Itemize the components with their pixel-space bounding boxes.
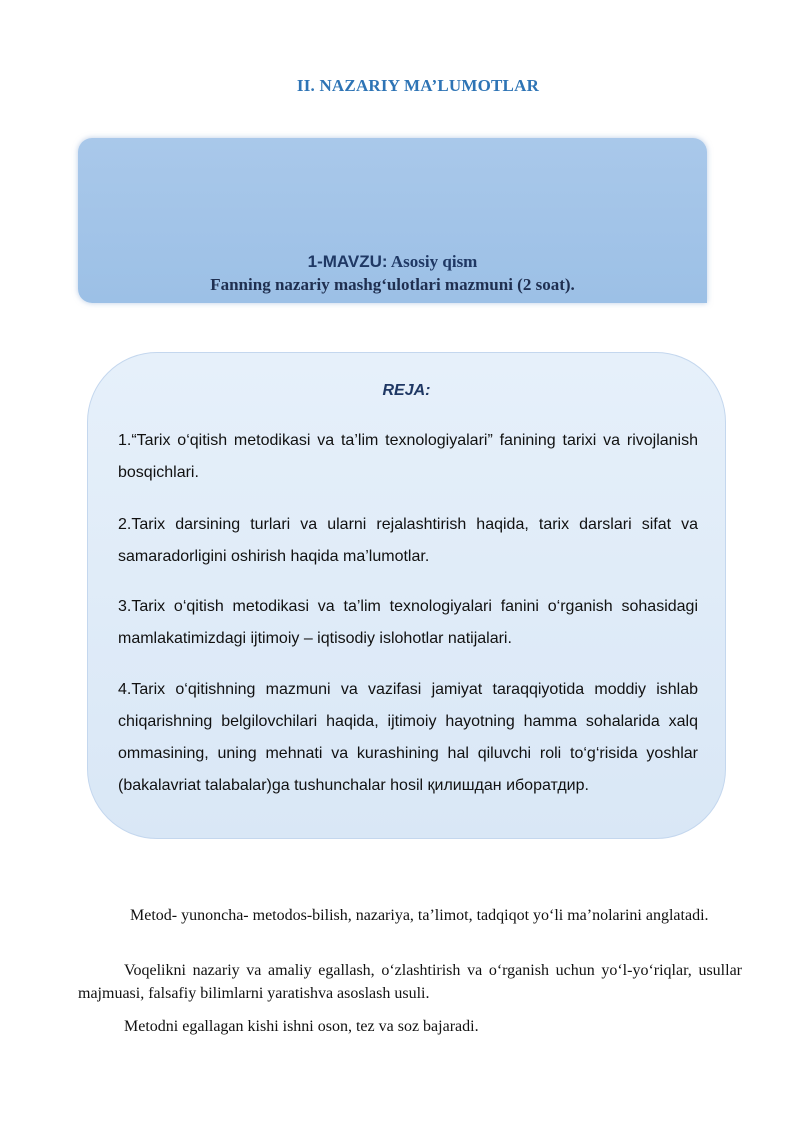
body-paragraph-1: Metod- yunoncha- metodos-bilish, nazariya, ta’limot, tadqiqot yo‘li ma’nolarini anglatadi. [130,907,709,924]
plan-heading: REJA: [382,382,431,399]
body-paragraph-3: Metodni egallagan kishi ishni oson, tez va soz bajaradi. [124,1018,479,1035]
section-title: II. NAZARIY MA’LUMOTLAR [296,76,540,95]
topic-label: 1-MAVZU: [307,252,388,271]
body-paragraph-2: Voqelikni nazariy va amaliy egallash, o‘zlashtirish va o‘rganish uchun yo‘l-yo‘riqlar, usullar majmuasi, falsafiy bilimlarni yaratishva asoslash usuli. [78,962,742,1002]
plan-item-3: 3.Tarix o‘qitish metodikasi va ta’lim texnologiyalari fanini o‘rganish sohasidagi mamlakatimizdagi ijtimoiy – iqtisodiy islohotlar natijalari. [118,598,698,647]
topic-subtitle: Fanning nazariy mashg‘ulotlari mazmuni (2 soat). [210,275,575,294]
topic-label-suffix: Asosiy qism [387,252,478,271]
plan-item-4: 4.Tarix o‘qitishning mazmuni va vazifasi jamiyat taraqqiyotida moddiy ishlab chiqarishning belgilovchilari haqida, ijtimoiy hayotning hamma sohalarida xalq ommasining, uning mehnati va kurashining hal qiluvchi roli to‘g‘risida yoshlar (bakalavriat talabalar)ga tushunchalar hosil қилишдан иборатдир. [118,681,698,794]
plan-item-2: 2.Tarix darsining turlari va ularni rejalashtirish haqida, tarix darslari sifat va samaradorligini oshirish haqida ma’lumotlar. [118,516,698,565]
topic-title [78,252,707,272]
plan-item-1: 1.“Tarix o‘qitish metodikasi va ta’lim texnologiyalari” fanining tarixi va rivojlanish bosqichlari. [118,432,698,481]
